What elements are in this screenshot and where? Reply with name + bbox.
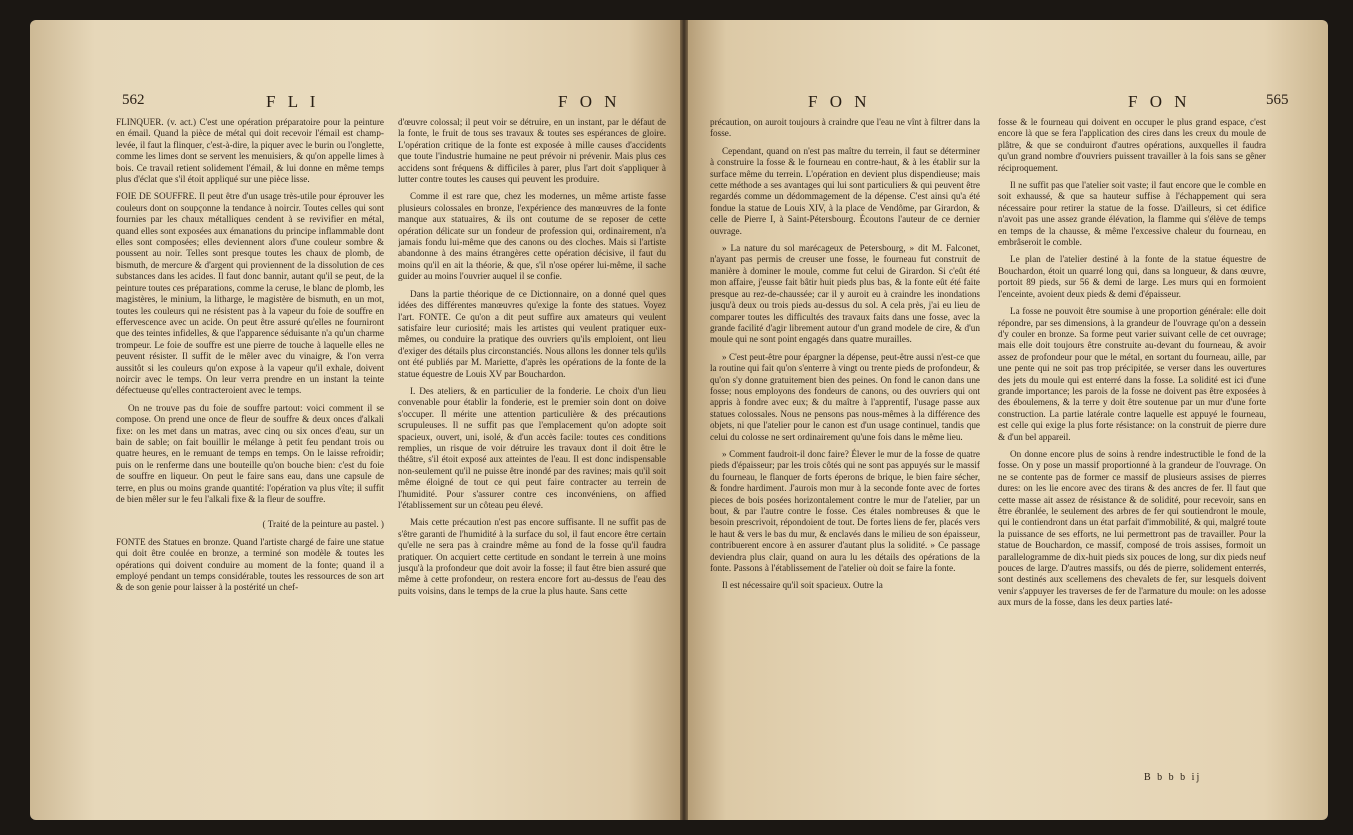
paragraph: Dans la partie théorique de ce Dictionnaire, on a donné quel ques idées des différentes manœuvres qu'exige la fonte des statues. Voyez l'art. FONTE. Ce qu'on a dit peut suffire aux amateurs qui veulent satisfaire leur curiosité; mais les artistes qui veulent pratiquer eux-mêmes, ou conduire la pratique des ouvriers qu'ils emploient, ont lieu d'exiger des détails plus circonstanciés. Nous allons les donner tels qu'ils ont été publiés par M. Mariette, d'après les opérations de la fonte de la statue équestre de Louis XV par Bouchardon.: [398, 288, 666, 379]
running-head-left: F O N: [808, 92, 871, 111]
page-number: 565: [1266, 92, 1289, 108]
running-head-left: F L I: [266, 92, 320, 111]
quotation-paragraph: » Comment faudroit-il donc faire? Élever le mur de la fosse de quatre pieds d'épaisseur; par les trois côtés qui ne sont pas appuyés sur le massif du fourneau, le flanquer de forts éperons de brique, le bien faire sécher, & fondre hardiment. J'aurois mon mur à la seconde fonte avec de fortes pieces de bois posées horizontalement contre le mur de l'atelier, par un bout, & par l'autre contre le fosse. Ces étales nombreuses & que le besoin prescrivoit, répondoient de tout. De fortes liens de fer, placés vers le haut & vers le bas du mur, & enclavés dans le milieu de son épaisseur, contribuerent encore à en assurer d'autant plus la solidité. » Ce passage deviendra plus clair, quand on aura lu les détails des opérations de la fonte. Passons à l'établissement de l'atelier où doit se faire la fonte.: [710, 448, 980, 574]
right-column-2: [998, 117, 1266, 768]
paragraph: La fosse ne pouvoit être soumise à une proportion générale: elle doit répondre, par ses dimensions, à la grandeur de l'ouvrage qu'on a dessein d'y couler en bronze. Sa forme peut varier suivant celle de cet ouvrage; mais elle doit toujours être construite au-devant du fourneau, & avoir assez de profondeur pour que le métal, en sortant du fourneau, aille, par une pente qui ne soit pas trop précipitée, se verser dans les ouvertures des jets du moule qui est enterré dans la fosse. La solidité est ici d'une grande importance; les parois de la fosse ne doivent pas être exposées à des éboulemens, & la terre y doit être soutenue par un mur d'une forte construction. La partie latérale contre laquelle est appuyé le fourneau, est celle qui exige la plus forte résistance: on la construit de pierre dure & d'un bel appareil.: [998, 306, 1266, 442]
paragraph: fosse & le fourneau qui doivent en occuper le plus grand espace, c'est encore là que se fera l'application des cires dans les creux du moule de plâtre, & que se conduiront d'autres opérations, auxquelles il faudra qu'un grand nombre d'ouvriers puissent travailler à la fois sans se gêner réciproquement.: [998, 117, 1266, 173]
left-column-1: [116, 117, 384, 780]
running-head-right: F O N: [1128, 92, 1191, 111]
paragraph: Cependant, quand on n'est pas maître du terrein, il faut se déterminer à construire la fosse & le fourneau en contre-haut, & à les établir sur la surface même du terrein. L'opération en devient plus dispendieuse; mais cette méthode a ses avantages qui lui sont particuliers & qui peuvent être regardés comme un dédommagement de la dépense. C'est ainsi qu'a été fondue la statue de Louis XIV, à la place de Vendôme, par Girardon, & celle de Pierre I, à Saint-Pétersbourg. Écoutons l'auteur de ce dernier ouvrage.: [710, 145, 980, 236]
page-number: 562: [122, 92, 145, 108]
paragraph: FOIE DE SOUFFRE. Il peut être d'un usage très-utile pour éprouver les couleurs dont on soupçonne la tendance à noircir. Toutes celles qui sont fournies par les chaux métalliques cendent à se revivifier en métal, quand elles sont exposées aux émanations du principe inflammable dont elles sont composées; elles deviennent alors d'une couleur sombre & poussent au noir. Telles sont presque toutes les chaux de plomb, de bismuth, de mercure & d'argent qui proviennent de la dissolution de ces substances dans les acides. Il faut donc bannir, autant qu'il se peut, de la peinture toutes ces préparations, comme la ceruse, le blanc de plomb, les magistères, le minium, la litharge, le magistère de bismuth, en un mot, toutes les couleurs qui ne résistent pas à la vapeur du foie de souffre en effervescence avec un acide. On peut être assuré qu'elles ne fourniront que des teintes infidelles, & que l'apparence séduisante n'a qu'un charme trompeur. Le foie de souffre est une pierre de touche à laquelle elles ne peuvent résister. Il suffit de le mêler avec du vinaigre, & l'on verra aussitôt si les couleurs qu'on expose à la vapeur qu'il exhale, doivent noircir avec le temps. On leur verra prendre en un instant la teinte défectueuse qu'elles contracteroient avec le temps.: [116, 191, 384, 396]
left-column-2: [398, 117, 666, 780]
paragraph: Mais cette précaution n'est pas encore suffisante. Il ne suffit pas de s'être garanti de l'humidité à la surface du sol, il faut encore être certain qu'elle ne sera pas à craindre même au fond de la fosse qu'il faudra pratiquer. On acquiert cette certitude en sondant le terrein à une moins jusqu'à la profondeur que doit avoir la fosse; il faut être bien assuré que même à cette profondeur, on restera encore fort au-dessus de l'eau des puits voisins, dans le temps de la crue la plus haute. Sans cette: [398, 517, 666, 596]
paragraph: On donne encore plus de soins à rendre indestructible le fond de la fosse. On y pose un massif proportionné à la grandeur de l'ouvrage. On ne se contente pas de former ce massif de plusieurs assises de pierres dures: on les lie encore avec des tirans & des ancres de fer. Il faut que cette masse ait assez de résistance & de solidité, pour recevoir, sans en être ébranlée, le seulement des arbres de fer qui soutiendront le moule, qui le contiendront dans un état parfait d'immobilité, & qui, malgré toute la puissance de ses efforts, ne lui permettront pas de travailler. Pour la statue de Bouchardon, ce massif, composé de trois assises, formoit un parallelogramme de dix-huit pieds six pouces de long, sur dix pieds neuf pouces de large. D'autres massifs, ou dés de pierre, solidement enterrés, sont destinés aux scellemens des chevalets de fer, sur lesquels doivent venir s'appuyer les traverses de fer de l'armature du moule: on les adosse aux murs de la fosse, dans les deux parties laté-: [998, 448, 1266, 608]
paragraph: d'œuvre colossal; il peut voir se détruire, en un instant, par le défaut de la fonte, le fruit de tous ses travaux & toutes ses espérances de gloire. L'opération critique de la fonte est exposée à mille causes d'accidents que toute l'industrie humaine ne peut prévoir ni prévenir. Mais plus ces accidens sont fréquens & difficiles à parer, plus l'art doit s'appliquer à lutter contre toutes les causes qui peuvent les produire.: [398, 117, 666, 185]
paragraph: FLINQUER. (v. act.) C'est une opération préparatoire pour la peinture en émail. Quand la pièce de métal qui doit recevoir l'émail est champ-levée, il faut la flinquer, c'est-à-dire, la piquer avec le burin ou l'onglette, comme les limes dont se servent les menuisiers, & qu'on appelle limes à bois. Ce travail retient solidement l'émail, & lui donne en même temps plus d'éclat que s'il étoit appliqué sur une pièce lisse.: [116, 117, 384, 185]
right-column-1: [710, 117, 980, 780]
left-page: [30, 20, 680, 820]
paragraph: Comme il est rare que, chez les modernes, un même artiste fasse plusieurs colossales en bronze, l'expérience des manœuvres de la fonte manque aux statuaires, & ils ont coutume de se reposer de cette opération délicate sur un fondeur de profession qui, ordinairement, n'a jamais fondu lui-même que des canons ou des cloches. Mais si l'artiste abandonne à des mains étrangères cette opération décisive, il faut du moins qu'il en ait la théorie, & que, s'il n'ose opérer lui-même, il sache guider au moins l'ouvrier auquel il se confie.: [398, 191, 666, 282]
paragraph: Il ne suffit pas que l'atelier soit vaste; il faut encore que le comble en soit exhaussé, & que sa hauteur suffise à l'échappement qui sera nécessaire pour retirer la statue de la fosse. D'ailleurs, si cet édifice n'avoit pas une assez grande élévation, la flamme qui s'élève de temps en temps de la chausse, & même l'excessive chaleur du fourneau, en embrâseroit le comble.: [998, 180, 1266, 248]
paragraph: Il est nécessaire qu'il soit spacieux. Outre la: [722, 580, 883, 591]
signature-mark: B b b b ij: [1144, 772, 1202, 783]
right-running-head: [688, 92, 1328, 114]
citation: ( Traité de la peinture au pastel. ): [262, 519, 384, 530]
paragraph: Le plan de l'atelier destiné à la fonte de la statue équestre de Bouchardon, étoit un quarré long qui, dans sa longueur, & dans œuvre, portoit 89 pieds, sur 56 & demi de large. Les murs qui en formoient l'enceinte, avoient deux pieds & demi d'épaisseur.: [998, 254, 1266, 299]
paragraph: précaution, on auroit toujours à craindre que l'eau ne vînt à filtrer dans la fosse.: [710, 117, 980, 139]
book-gutter: [680, 20, 688, 820]
right-page: [688, 20, 1328, 820]
paragraph: FONTE des Statues en bronze. Quand l'artiste chargé de faire une statue qui doit être coulée en bronze, a terminé son modèle & toutes les opérations qui doivent conduire au moment de la fonte; quand il a employé pendant un temps considérable, toutes les ressources de son art & de son genie pour laisser à la postérité un chef-: [116, 536, 384, 593]
left-running-head: [30, 92, 680, 114]
quotation-paragraph: » La nature du sol marécageux de Petersbourg, » dit M. Falconet, n'ayant pas permis de creuser une fosse, le fourneau fut construit de manière à dominer le moule, comme fut celui de Girardon. Si c'eût été mon affaire, j'eusse fait bâtir huit pieds plus bas, & la fonte eût été faite presque au rez-de-chaussée; car il y auroit eu à craindre les inondations jusqu'à deux ou trois pieds au-dessus du sol. A cela près, j'ai eu lieu de comparer toutes les difficultés des travaux faits dans une fosse, avec la grande facilité d'agir librement autour d'un grand modele de cire, & d'un moule qui ne sont point engagés dans quatre murailles.: [710, 243, 980, 345]
paragraph: On ne trouve pas du foie de souffre partout: voici comment il se compose. On prend une once de fleur de souffre & deux onces d'alkali fixe: on les met dans un matras, avec cinq ou six onces d'eau, sur un bain de sable; on fait bouillir le mélange à petit feu pendant trois ou quatre heures, en le remuant de temps en temps. On le laisse refroidir; puis on le renferme dans une bouteille qu'on bouche bien: c'est du foie de souffre en liqueur. On peut le faire sans eau, dans une capsule de terre, en plus ou moins grande quantité: l'opération va plus vîte; il suffit de bien mêler sur le feu l'alkali fixe & la fleur de souffre.: [116, 402, 384, 504]
section-heading-paragraph: I. Des ateliers, & en particulier de la fonderie. Le choix d'un lieu convenable pour établir la fonderie, est le premier soin dont on doive s'occuper. Il mérite une attention particulière & des précautions scrupuleuses. Il ne suffit pas que l'emplacement qu'on adopte soit spacieux, ouvert, uni, isolé, & d'un accès facile: toutes ces conditions remplies, un risque de voir détruire les travaux dont il doit être le théâtre, s'il étoit exposé aux atteintes de l'eau. Il est donc indispensable non-seulement qu'il ne puisse être inondé par des ravines; mais qu'il soit même éloigné de tout ce qui peut faire contracter au terrein de l'humidité. Pour s'assurer contre ces inconvéniens, on affied l'établissement sur un côteau peu élevé.: [398, 385, 666, 510]
running-head-right: F O N: [558, 92, 621, 111]
quotation-paragraph: » C'est peut-être pour épargner la dépense, peut-être aussi n'est-ce que la routine qui fait qu'on s'enterre à vingt ou trente pieds de profondeur, & qu'on s'y donne gratuitement bien des peines. On fond le canon dans une fosse; nous employons des fondeurs de canons, ou des ouvriers qui ont appris à fondre avec eux; & du maître à l'apprentif, l'usage passe aux statues colossales. Nous ne pensons pas nous-mêmes à la différence des objets, ni que l'atelier pour le canon est d'un usage continuel, tandis que celui du colosse ne sert ordinairement qu'une fois dans le même lieu.: [710, 351, 980, 442]
